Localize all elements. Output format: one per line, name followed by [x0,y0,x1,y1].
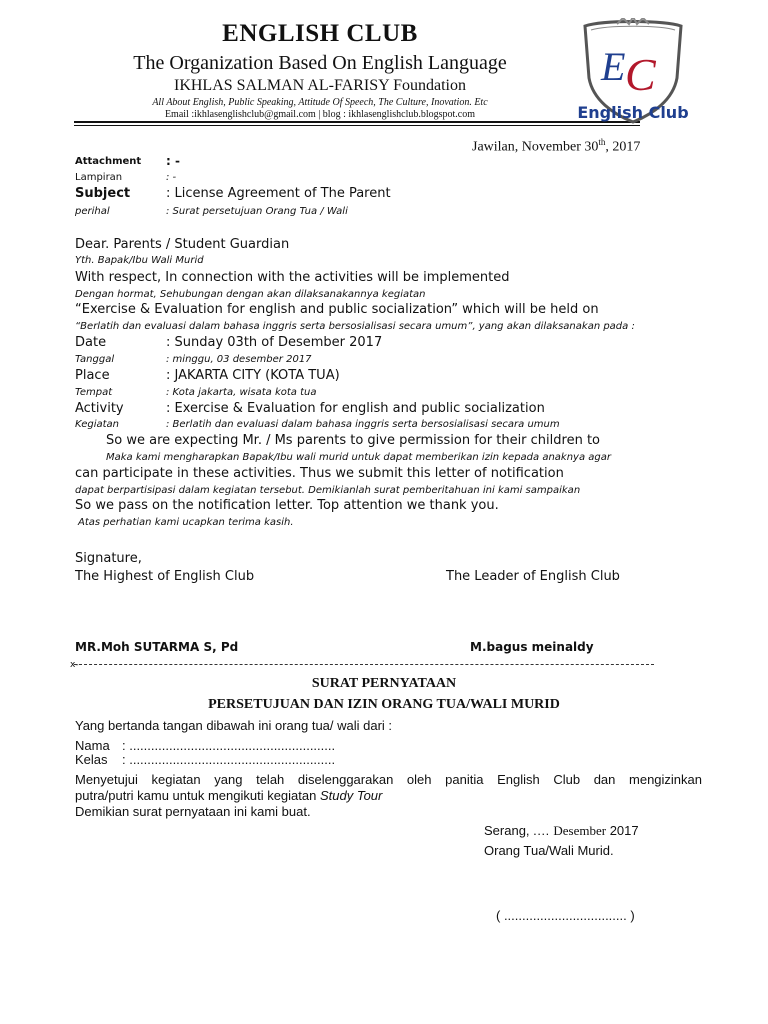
logo-monogram-e: E [601,44,626,89]
perihal-label: perihal [75,206,110,217]
letterhead-rule-thin [74,125,640,126]
letter-date: Jawilan, November 30th, 2017 [472,137,641,155]
event-title: “Exercise & Evaluation for english and public socialization” which will be held on [75,302,599,317]
body-text-3: So we pass on the notification letter. Top attention we thank you. [75,498,499,513]
statement-signer-role: Orang Tua/Wali Murid. [484,843,614,858]
greeting-id: Yth. Bapak/Ibu Wali Murid [75,255,204,266]
date-value: : Sunday 03th of Desember 2017 [166,335,383,350]
agreement-line-2: putra/putri kamu untuk mengikuti kegiatan Study Tour [75,788,383,803]
signer-left-title: The Highest of English Club [75,569,255,584]
body-text-1: So we are expecting Mr. / Ms parents to give permission for their children to [106,433,600,448]
logo-monogram-c: C [625,49,656,100]
attachment-label: Attachment [75,156,142,167]
statement-place-date: Serang, .… Desember 2017 [484,823,639,838]
cut-mark: x- [70,660,79,670]
tempat-value: : Kota jakarta, wisata kota tua [166,387,317,398]
lampiran-label: Lampiran [75,172,123,183]
club-tagline: All About English, Public Speaking, Attitude Of Speech, The Culture, Inovation. Etc [152,97,488,108]
place-value: : JAKARTA CITY (KOTA TUA) [166,368,340,383]
intro-text: With respect, In connection with the activities will be implemented [75,270,510,285]
date-label: Date [75,335,107,350]
signature-heading: Signature, [75,551,142,566]
club-foundation: IKHLAS SALMAN AL-FARISY Foundation [173,77,466,94]
nama-field[interactable]: : ......................................................... [122,738,336,753]
signer-right-name: M.bagus meinaldy [470,640,594,654]
activity-name: Study Tour [319,788,383,803]
kelas-label: Kelas [75,752,108,767]
signer-right-title: The Leader of English Club [446,569,620,584]
lampiran-value: : - [166,172,177,183]
statement-intro: Yang bertanda tangan dibawah ini orang tua/ wali dari : [75,718,393,733]
activity-value: : Exercise & Evaluation for english and public socialization [166,401,545,416]
tanggal-value: : minggu, 03 desember 2017 [166,354,312,365]
statement-title: SURAT PERNYATAAN [311,676,457,691]
activity-label: Activity [75,401,124,416]
attachment-value: : - [166,154,180,168]
statement-closing: Demikian surat pernyataan ini kami buat. [75,804,311,819]
letterhead-rule [74,121,640,123]
subject-value: : License Agreement of The Parent [166,186,391,201]
club-contact: Email :ikhlasenglishclub@gmail.com | blog : ikhlasenglishclub.blogspot.com [164,109,476,120]
logo-text: English Club [577,103,689,122]
perihal-value: : Surat persetujuan Orang Tua / Wali [166,206,348,217]
intro-text-id: Dengan hormat, Sehubungan dengan akan dilaksanakannya kegiatan [75,289,426,300]
kelas-field[interactable]: : ......................................................... [122,752,336,767]
tempat-label: Tempat [75,387,113,398]
statement-subtitle: PERSETUJUAN DAN IZIN ORANG TUA/WALI MURID [208,697,560,712]
english-club-logo [573,18,693,130]
signer-left-name: MR.Moh SUTARMA S, Pd [75,640,239,654]
event-title-id: “Berlatih dan evaluasi dalam bahasa inggris serta bersosialisasi secara umum”, yang akan dilaksanakan pada : [75,321,635,332]
body-text-3-id: Atas perhatian kami ucapkan terima kasih. [78,517,294,528]
place-label: Place [75,368,110,383]
agreement-line-1: Menyetujui kegiatan yang telah diselenggarakan oleh panitia English Club dan mengizinkan [75,772,702,787]
body-text-1-id: Maka kami mengharapkan Bapak/Ibu wali murid untuk dapat memberikan izin kepada anaknya agar [106,452,611,463]
parent-signature-field[interactable]: ( .................................. ) [496,908,635,923]
body-text-2-id: dapat berpartisipasi dalam kegiatan tersebut. Demikianlah surat pemberitahuan ini kami sampaikan [75,485,581,496]
tanggal-label: Tanggal [75,354,115,365]
subject-label: Subject [75,186,131,201]
cut-line [74,664,654,665]
body-text-2: can participate in these activities. Thus we submit this letter of notification [75,466,564,481]
greeting: Dear. Parents / Student Guardian [75,237,290,252]
kegiatan-label: Kegiatan [75,419,119,430]
club-name: ENGLISH CLUB [222,20,418,47]
club-organization: The Organization Based On English Language [133,52,507,74]
kegiatan-value: : Berlatih dan evaluasi dalam bahasa inggris serta bersosialisasi secara umum [166,419,560,430]
nama-label: Nama [75,738,110,753]
